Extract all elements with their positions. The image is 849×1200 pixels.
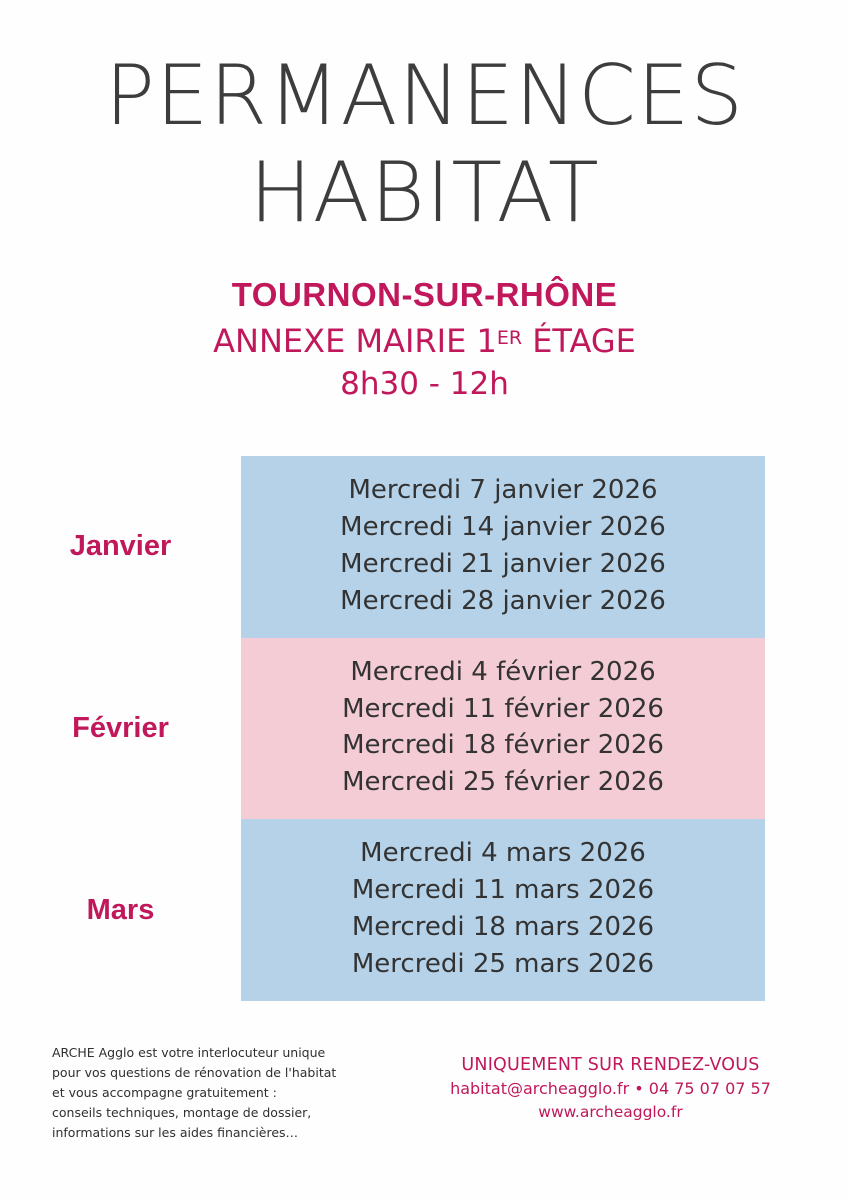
month-label-cell-mars [0,819,241,1001]
footer-contact [372,1055,849,1143]
dates-cell-fevrier [241,638,765,820]
dates-cell-mars [241,819,765,1001]
date-item: Mercredi 21 janvier 2026 [340,548,666,579]
schedule-row-mars [0,819,849,1001]
date-item: Mercredi 25 février 2026 [342,767,664,798]
page-title-line-1: PERMANENCES [104,47,745,144]
footer [0,1043,849,1143]
month-label-cell-janvier [0,456,241,638]
footer-description-line: ARCHE Agglo est votre interlocuteur unique [52,1045,326,1060]
schedule-row-fevrier [0,638,849,820]
month-label-fevrier: Février [72,711,169,744]
location-address-ordinal: ER [496,327,523,350]
date-item: Mercredi 18 février 2026 [342,730,664,761]
footer-description [52,1043,352,1143]
month-label-janvier: Janvier [69,530,172,563]
month-label-mars: Mars [86,893,155,926]
date-item: Mercredi 11 mars 2026 [351,875,655,906]
footer-description-line: conseils techniques, montage de dossier, [52,1105,312,1120]
location-address [0,322,849,360]
location-address-prefix: ANNEXE MAIRIE 1 [213,322,497,361]
dates-cell-janvier [241,456,765,638]
contact-email-phone[interactable]: habitat@archeagglo.fr • 04 75 07 07 57 [450,1079,771,1098]
date-item: Mercredi 18 mars 2026 [351,912,655,943]
date-item: Mercredi 7 janvier 2026 [348,475,658,505]
footer-description-line: et vous accompagne gratuitement : [52,1085,277,1100]
schedule-table [0,456,849,1001]
title-block [0,0,849,242]
date-item: Mercredi 4 février 2026 [350,656,656,687]
footer-description-line: pour vos questions de rénovation de l'habitat [52,1065,337,1080]
subtitle-block [0,276,849,402]
date-item: Mercredi 14 janvier 2026 [340,511,666,542]
location-address-suffix: ÉTAGE [522,322,636,361]
schedule-row-janvier [0,456,849,638]
month-label-cell-fevrier [0,638,241,820]
date-item: Mercredi 11 février 2026 [342,693,664,724]
contact-website[interactable]: www.archeagglo.fr [538,1103,683,1121]
footer-description-line: informations sur les aides financières… [52,1125,299,1140]
page-title-line-2: HABITAT [249,144,600,242]
date-item: Mercredi 28 janvier 2026 [340,585,666,616]
opening-hours: 8h30 - 12h [340,366,509,403]
location-city: TOURNON-SUR-RHÔNE [231,276,618,314]
date-item: Mercredi 4 mars 2026 [360,838,646,869]
appointment-notice: UNIQUEMENT SUR RENDEZ-VOUS [461,1055,760,1075]
date-item: Mercredi 25 mars 2026 [351,948,655,979]
